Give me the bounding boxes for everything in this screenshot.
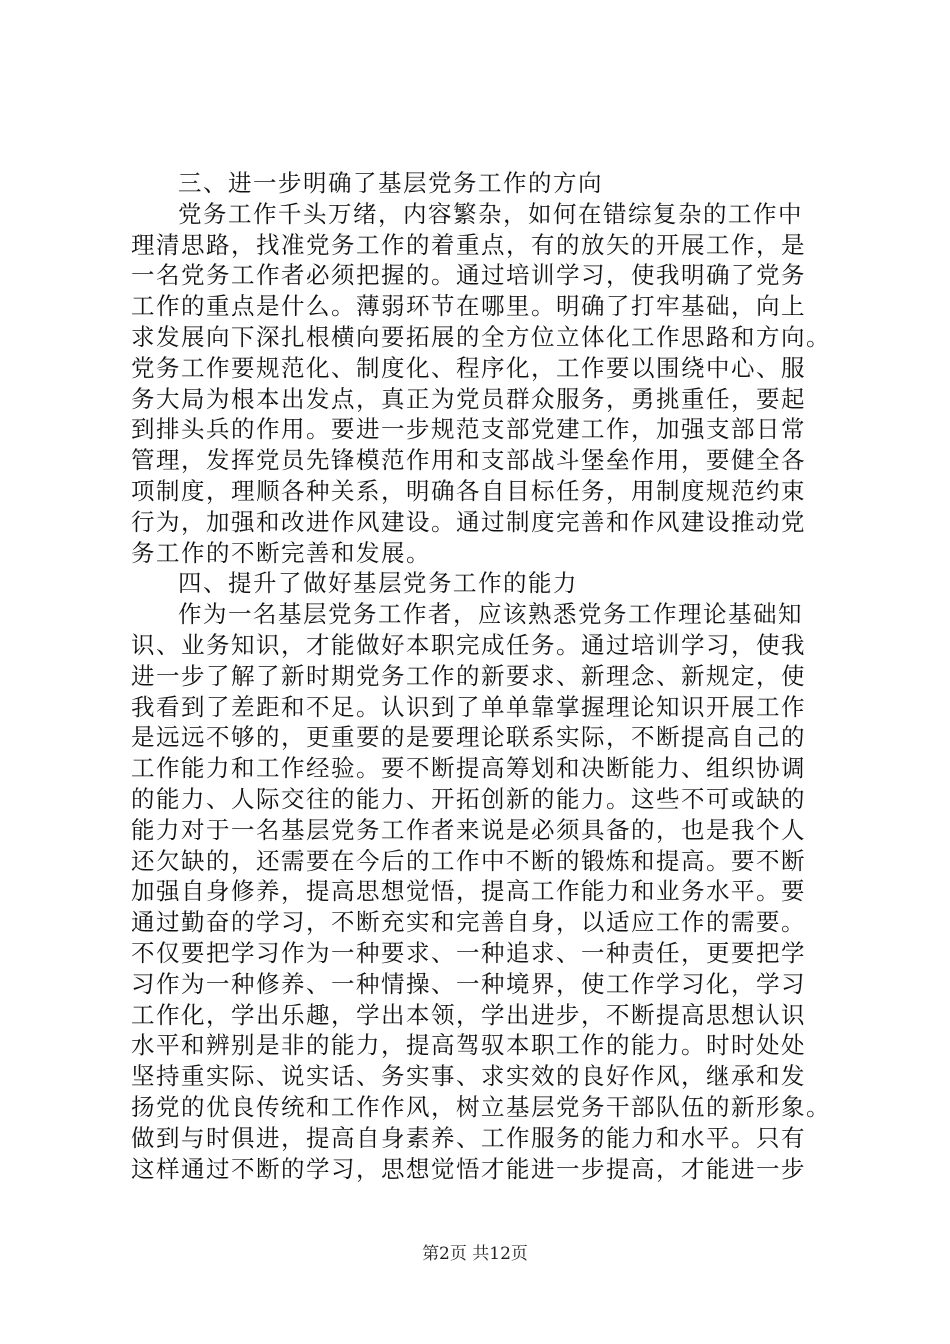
text-line: 党务工作要规范化、制度化、程序化，工作要以围绕中心、服 <box>131 353 806 382</box>
text-line: 水平和辨别是非的能力，提高驾驭本职工作的能力。时时处处 <box>131 1031 806 1060</box>
text-line: 求发展向下深扎根横向要拓展的全方位立体化工作思路和方向。 <box>131 322 831 351</box>
text-line: 还欠缺的，还需要在今后的工作中不断的锻炼和提高。要不断 <box>131 846 806 875</box>
text-line: 识、业务知识，才能做好本职完成任务。通过培训学习，使我 <box>131 630 806 659</box>
text-line: 到排头兵的作用。要进一步规范支部党建工作，加强支部日常 <box>131 415 806 444</box>
text-line: 扬党的优良传统和工作作风，树立基层党务干部队伍的新形象。 <box>131 1092 831 1121</box>
text-line: 工作化，学出乐趣，学出本领，学出进步，不断提高思想认识 <box>131 1000 806 1029</box>
text-line: 能力对于一名基层党务工作者来说是必须具备的，也是我个人 <box>131 815 806 844</box>
text-line: 管理，发挥党员先锋模范作用和支部战斗堡垒作用，要健全各 <box>131 446 806 475</box>
text-line: 通过勤奋的学习，不断充实和完善自身，以适应工作的需要。 <box>131 908 806 937</box>
text-line: 工作能力和工作经验。要不断提高筹划和决断能力、组织协调 <box>131 754 806 783</box>
text-line: 工作的重点是什么。薄弱环节在哪里。明确了打牢基础，向上 <box>131 292 806 321</box>
text-line: 这样通过不断的学习，思想觉悟才能进一步提高，才能进一步 <box>131 1154 806 1183</box>
text-line: 四、提升了做好基层党务工作的能力 <box>178 569 578 598</box>
document-body <box>131 168 831 1184</box>
text-line: 务大局为根本出发点，真正为党员群众服务，勇挑重任，要起 <box>131 384 806 413</box>
page-number-footer: 第2页 共12页 <box>422 1244 528 1264</box>
text-line: 行为，加强和改进作风建设。通过制度完善和作风建设推动党 <box>131 507 806 536</box>
text-line: 是远远不够的，更重要的是要理论联系实际，不断提高自己的 <box>131 723 806 752</box>
text-line: 理清思路，找准党务工作的着重点，有的放矢的开展工作，是 <box>131 230 806 259</box>
text-line: 坚持重实际、说实话、务实事、求实效的良好作风，继承和发 <box>131 1062 806 1091</box>
text-line: 三、进一步明确了基层党务工作的方向 <box>178 169 603 197</box>
text-line: 作为一名基层党务工作者，应该熟悉党务工作理论基础知 <box>178 600 803 629</box>
text-line: 做到与时俱进，提高自身素养、工作服务的能力和水平。只有 <box>131 1123 806 1152</box>
text-line: 党务工作千头万绪，内容繁杂，如何在错综复杂的工作中 <box>178 199 803 228</box>
text-line: 我看到了差距和不足。认识到了单单靠掌握理论知识开展工作 <box>131 692 806 721</box>
text-line: 不仅要把学习作为一种要求、一种追求、一种责任，更要把学 <box>131 938 806 967</box>
text-line: 进一步了解了新时期党务工作的新要求、新理念、新规定，使 <box>131 661 806 690</box>
text-line: 一名党务工作者必须把握的。通过培训学习，使我明确了党务 <box>131 261 806 290</box>
text-line: 的能力、人际交往的能力、开拓创新的能力。这些不可或缺的 <box>131 784 806 813</box>
text-line: 项制度，理顺各种关系，明确各自目标任务，用制度规范约束 <box>131 476 806 505</box>
text-line: 习作为一种修养、一种情操、一种境界，使工作学习化，学习 <box>131 969 806 998</box>
text-line: 加强自身修养，提高思想觉悟，提高工作能力和业务水平。要 <box>131 877 806 906</box>
text-line: 务工作的不断完善和发展。 <box>131 538 431 567</box>
